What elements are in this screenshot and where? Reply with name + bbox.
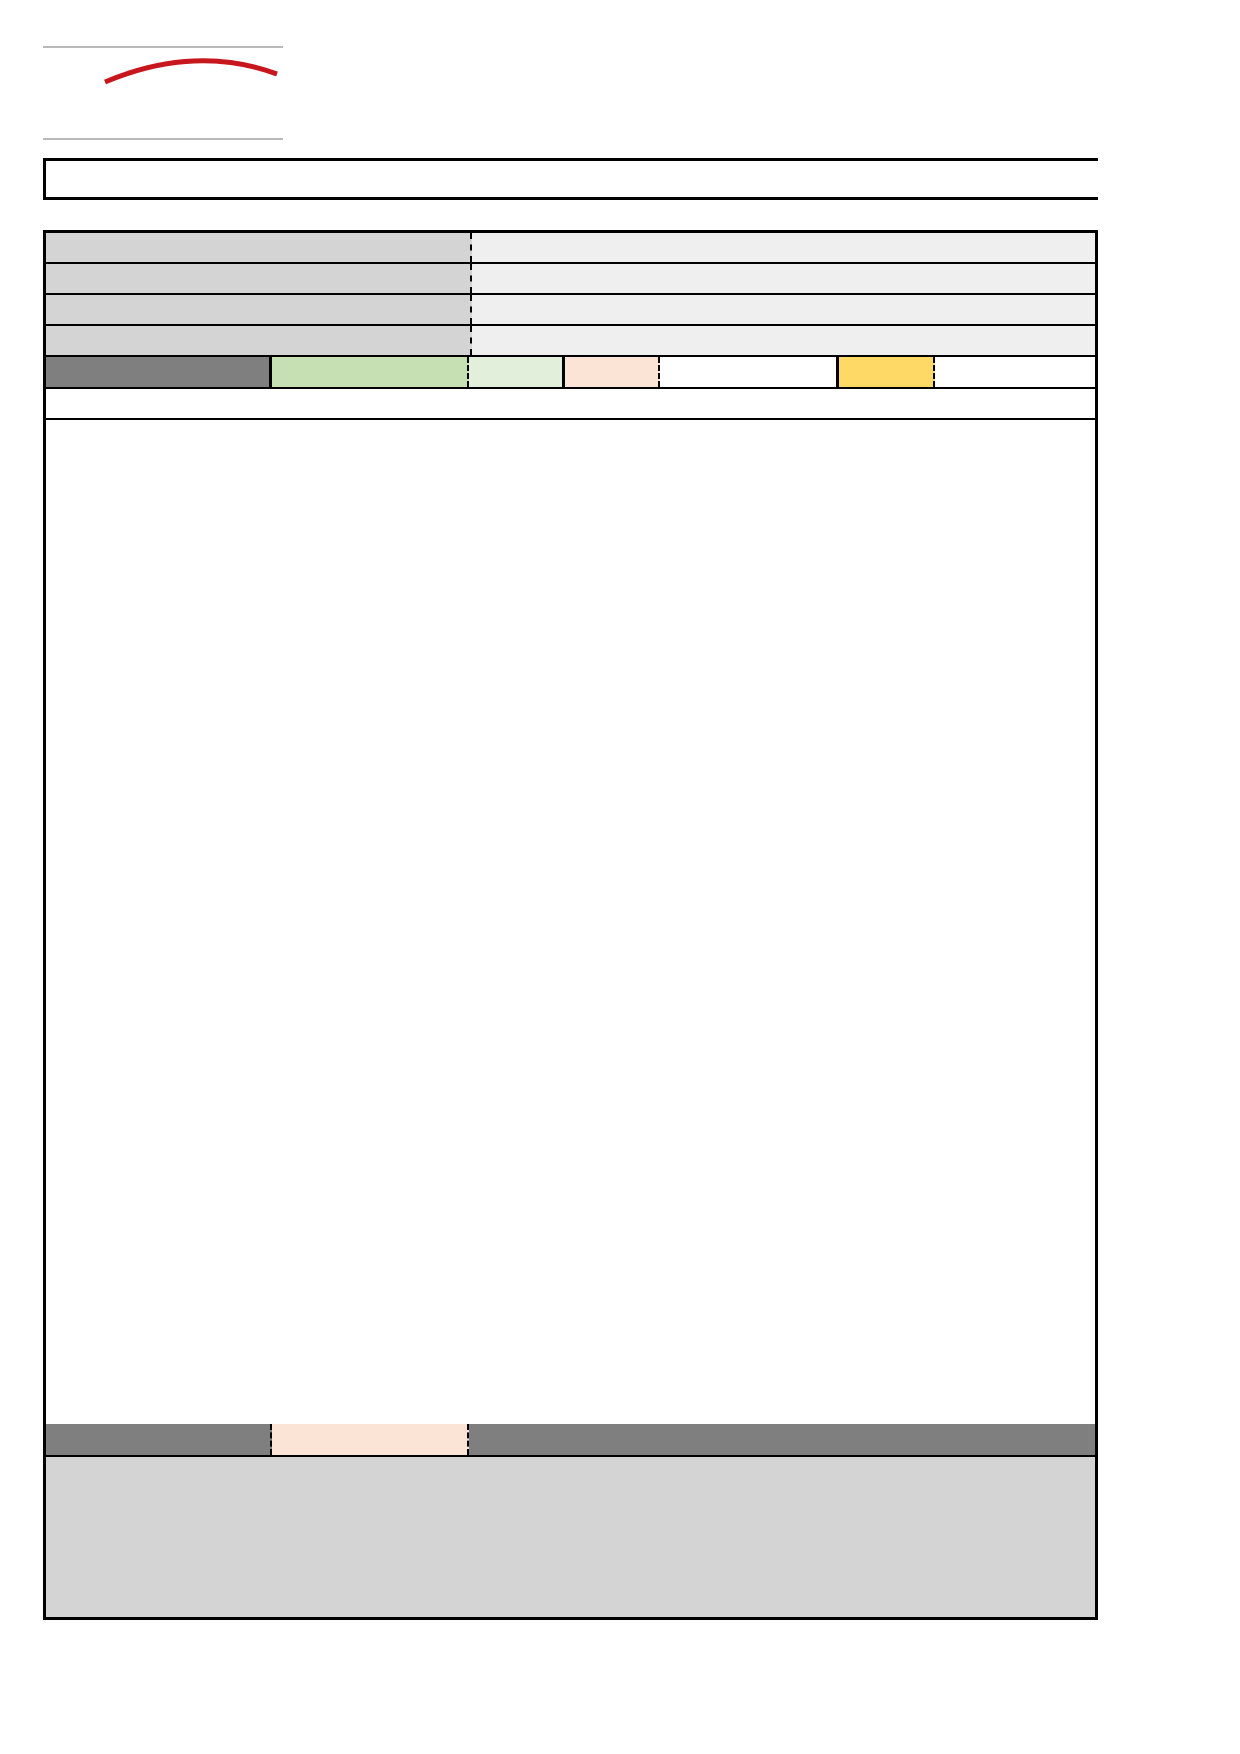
analysis-sheet: [43, 230, 1098, 1620]
conclusion-text: [46, 1455, 1095, 1617]
product-row: [46, 233, 1095, 264]
spacer-row: [46, 389, 1095, 420]
expiry-value: [472, 326, 1095, 355]
brand-row: [46, 264, 1095, 295]
logo-top-rule: [43, 46, 283, 48]
brand-label: [46, 264, 472, 293]
lot-row: [46, 295, 1095, 326]
blank-cell: [46, 389, 1095, 418]
legend-regular-text: [469, 357, 565, 387]
brand-value: [472, 264, 1095, 293]
report-title: [43, 158, 1098, 200]
logo-bottom-rule: [43, 138, 283, 140]
conclusion-row: [46, 1424, 1095, 1455]
lot-label: [46, 295, 472, 324]
logo-swoosh-icon: [45, 52, 281, 92]
lot-value: [472, 295, 1095, 324]
product-label: [46, 233, 472, 262]
abenutri-logo: [43, 46, 283, 140]
legend-irregular-text: [660, 357, 839, 387]
legend-averiguar-text: [935, 357, 1095, 387]
legend-irregular-cross-icon: [565, 357, 660, 387]
legend-label: [46, 357, 272, 387]
conclusion-cross-icon: [272, 1424, 469, 1455]
product-value: [472, 233, 1095, 262]
conclusion-result: [469, 1424, 1095, 1455]
legend-averiguar-box-icon: [839, 357, 935, 387]
expiry-label: [46, 326, 472, 355]
legend-regular-check-icon: [272, 357, 469, 387]
legend-row: [46, 357, 1095, 389]
conclusion-label: [46, 1424, 272, 1455]
expiry-row: [46, 326, 1095, 357]
